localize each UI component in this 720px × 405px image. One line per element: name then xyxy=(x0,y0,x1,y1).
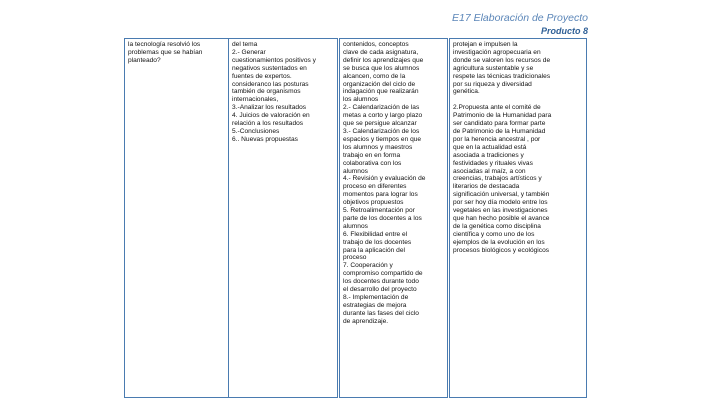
cell-line: que se persigue alcanzar xyxy=(343,120,417,128)
cell-line: cuestionamientos positivos y xyxy=(232,56,316,64)
cell-line: organización del ciclo de xyxy=(343,80,416,88)
cell-line: vegetales en las investigaciones xyxy=(453,207,548,215)
cell-line: protejan e impulsen la xyxy=(453,41,518,48)
cell-line: fuentes de expertos. xyxy=(232,72,292,80)
cell-line xyxy=(453,96,583,104)
cell-line: consideranco las posturas xyxy=(232,80,309,88)
cell-line: los alumnos xyxy=(343,96,379,104)
cell-line: durante las fases del ciclo xyxy=(343,309,419,317)
cell-line: 4. Juicios de valoración en xyxy=(232,112,310,120)
cell-line: de la genética como disciplina xyxy=(453,222,541,230)
cell-line: alcancen, como de la xyxy=(343,72,406,80)
cell-line: 5.-Conclusiones xyxy=(232,127,280,135)
cell-line: por ser hoy día modelo entre los xyxy=(453,199,548,207)
cell-line: que han hecho posible el avance xyxy=(453,214,550,222)
table-cell-planning xyxy=(339,39,449,398)
cell-line: donde se valoren los recursos de xyxy=(453,56,551,64)
cell-line: literarios de destacada xyxy=(453,183,520,191)
table-cell-question xyxy=(125,39,229,398)
cell-line: estrategias de mejora xyxy=(343,301,407,309)
cell-line: espacios y tiempos en que xyxy=(343,135,422,143)
cell-line: respete las técnicas tradicionales xyxy=(453,72,551,80)
product-label: Producto 8 xyxy=(540,26,588,36)
cell-line: por la herencia ancestral , por xyxy=(453,135,541,143)
cell-line: del tema xyxy=(232,41,258,48)
cell-line: internacionales, xyxy=(232,96,279,104)
cell-line: creencias, trabajos artísticos y xyxy=(453,175,542,183)
cell-line: trabajo en en forma xyxy=(343,151,401,159)
cell-line: asociadas al maíz, a con xyxy=(453,167,526,175)
cell-line: indagación que realizarán xyxy=(343,88,419,96)
cell-line: que en la actualidad está xyxy=(453,143,527,151)
cell-line: alumnos xyxy=(343,222,368,230)
cell-line: investigación agropecuaria en xyxy=(453,48,541,56)
cell-line: definir los aprendizajes que xyxy=(343,56,424,64)
cell-line: ejemplos de la evolución en los xyxy=(453,238,545,246)
table-cell-proposals xyxy=(449,39,587,398)
cell-line: objetivos propuestos xyxy=(343,199,404,207)
cell-line: de Patrimonio de la Humanidad xyxy=(453,127,546,135)
cell-line: alumnos xyxy=(343,167,368,175)
cell-line: 8.- Implementación de xyxy=(343,294,409,301)
cell-line: la tecnología resolvió los xyxy=(128,41,201,48)
cell-line: ser candidato para formar parte xyxy=(453,120,546,128)
cell-line: problemas que se habían xyxy=(128,48,203,56)
cell-line: momentos para lograr los xyxy=(343,191,418,199)
cell-line: 3.- Calendarización de los xyxy=(343,127,420,135)
cell-line: 3.-Analizar los resultados xyxy=(232,104,307,112)
cell-line: los docentes durante todo xyxy=(343,278,419,286)
cell-line: se busca que los alumnos xyxy=(343,64,420,72)
cell-line: proceso xyxy=(343,254,367,262)
cell-line: los alumnos y maestros xyxy=(343,143,413,151)
cell-line: asociada a tradiciones y xyxy=(453,151,524,159)
project-table xyxy=(124,38,587,398)
cell-line: colaborativa con los xyxy=(343,159,402,167)
cell-line: festividades y rituales vivas xyxy=(453,159,533,167)
cell-line: metas a corto y largo plazo xyxy=(343,112,423,120)
cell-line: el desarrollo del proyecto xyxy=(343,286,417,294)
table-cell-steps xyxy=(229,39,339,398)
cell-line: 5. Retroalimentación por xyxy=(343,207,415,215)
cell-line: 7. Cooperación y xyxy=(343,262,393,270)
cell-line: por su riqueza y diversidad xyxy=(453,80,532,88)
cell-line: 2.- Calendarización de las xyxy=(343,104,420,112)
cell-line: agricultura sustentable y se xyxy=(453,64,534,72)
cell-line: 2.Propuesta ante el comité de xyxy=(453,104,541,112)
cell-line: contenidos, conceptos xyxy=(343,41,409,48)
cell-line: relación a los resultados xyxy=(232,120,304,128)
cell-line: científica y como uno de los xyxy=(453,230,535,238)
cell-line: 2.- Generar xyxy=(232,48,266,56)
cell-line: 6.. Nuevas propuestas xyxy=(232,135,298,143)
cell-line: también de organismos xyxy=(232,88,301,96)
cell-line: parte de los docentes a los xyxy=(343,214,422,222)
cell-line: para la aplicación del xyxy=(343,246,405,254)
cell-line: genética. xyxy=(453,88,480,96)
cell-line: procesos biológicos y ecológicos xyxy=(453,246,550,254)
table-row xyxy=(125,39,587,398)
cell-line: proceso en diferentes xyxy=(343,183,407,191)
cell-line: clave de cada asignatura, xyxy=(343,48,419,56)
cell-line: trabajo de los docentes xyxy=(343,238,412,246)
cell-line: planteado? xyxy=(128,56,161,64)
cell-line: negativos sustentados en xyxy=(232,64,307,72)
cell-line: compromiso compartido de xyxy=(343,270,423,278)
cell-line: de aprendizaje. xyxy=(343,317,389,325)
cell-line: 4.- Revisión y evaluación de xyxy=(343,175,426,183)
cell-line: 6. Flexibilidad entre el xyxy=(343,230,408,238)
cell-line: Patrimonio de la Humanidad para xyxy=(453,112,552,120)
cell-line: significación universal, y también xyxy=(453,191,550,199)
document-title: E17 Elaboración de Proyecto xyxy=(451,12,588,24)
